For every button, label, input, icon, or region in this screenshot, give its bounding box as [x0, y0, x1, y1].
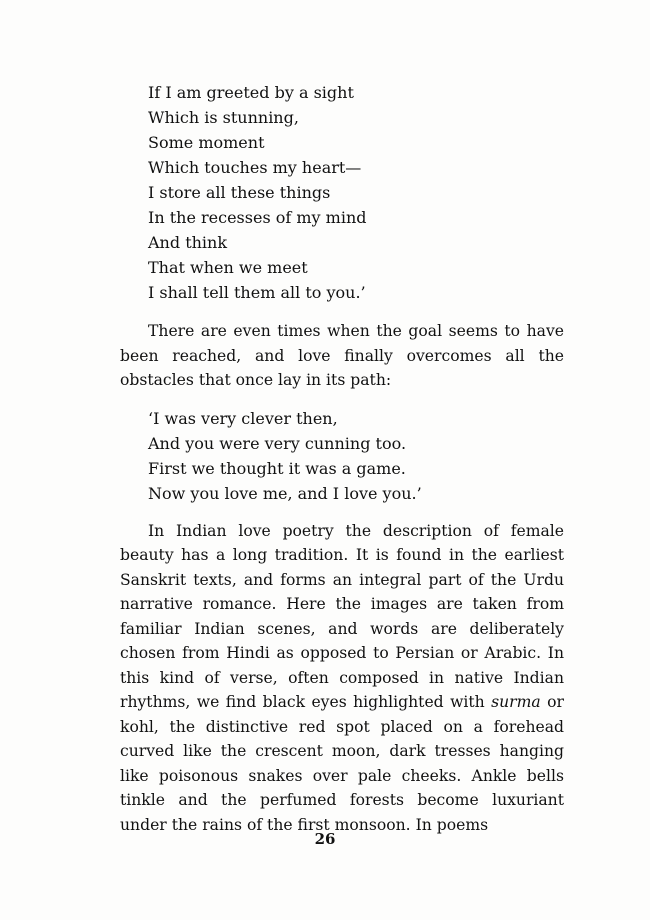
verse-line: In the recesses of my mind: [148, 208, 367, 227]
verse-line: Now you love me, and I love you.’: [148, 483, 422, 503]
verse-line: If I am greeted by a sight: [148, 83, 354, 102]
verse-line: Some moment: [148, 133, 265, 152]
verse-stanza-2: [148, 406, 564, 506]
verse-line: First we thought it was a game.: [148, 458, 406, 478]
verse-line: I store all these things: [148, 183, 331, 202]
verse-line: And you were very cunning too.: [148, 433, 407, 453]
verse-line: That when we meet: [148, 258, 308, 277]
page-number: 26: [314, 830, 336, 848]
verse-line: Which touches my heart—: [148, 158, 362, 177]
page-content: [120, 80, 564, 837]
verse-stanza-1: [148, 80, 564, 305]
paragraph-text: In Indian love poetry the description of female beauty has a long tradition. It is found in the earliest Sanskrit texts, and forms an integral part of the Urdu narrative romance. Here the images are taken from familiar Indian scenes, and words are deliberately chosen from Hindi as opposed to Persian or Arabic. In this kind of verse, often composed in native Indian rhythms, we find black eyes highlighted with: [120, 521, 564, 711]
verse-line: I shall tell them all to you.’: [148, 283, 366, 302]
italic-term: surma: [491, 693, 541, 711]
verse-line: Which is stunning,: [148, 108, 299, 127]
paragraph-text: or kohl, the distinctive red spot placed on a forehead curved like the crescent moon, dark tresses hanging like poisonous snakes over pale cheeks. Ankle bells tinkle and the perfumed forests become luxuriant under the rains of the first monsoon. In poems: [120, 693, 564, 834]
verse-line: And think: [148, 233, 228, 252]
body-paragraph-1: There are even times when the goal seems to have been reached, and love finally overcomes all the obstacles that once lay in its path:: [120, 322, 564, 389]
body-paragraph-2: [120, 519, 564, 838]
verse-line: ‘I was very clever then,: [148, 408, 338, 428]
